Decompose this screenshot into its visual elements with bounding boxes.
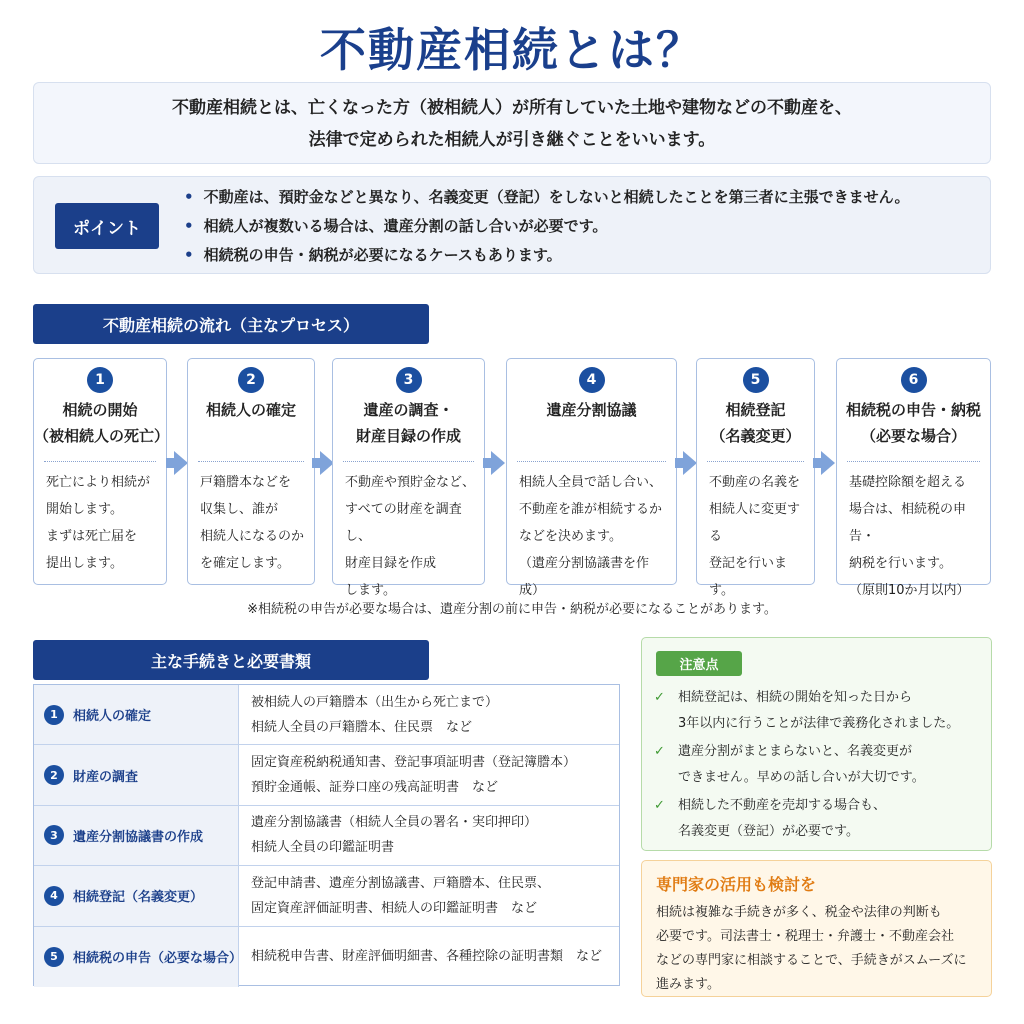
step-description [46, 469, 158, 577]
flow-footnote: ※相続税の申告が必要な場合は、遺産分割の前に申告・納税が必要になることがあります。 [247, 602, 777, 617]
step-divider [343, 461, 474, 462]
step-desc-line: （遺産分割協議書を作成） [519, 556, 650, 598]
caution-item [654, 793, 985, 845]
step-divider [198, 461, 304, 462]
point-box [33, 176, 991, 274]
row-number-badge: 3 [44, 825, 64, 845]
step-desc-line: まずは死亡届を [46, 529, 138, 544]
step-desc-line: 相続人全員で話し合い、 [519, 475, 663, 490]
step-desc-line: 基礎控除額を超える [849, 475, 967, 490]
expert-line: 必要です。司法書士・税理士・弁護士・不動産会社 [656, 929, 954, 944]
step-divider [44, 461, 156, 462]
step-title [188, 397, 314, 423]
caution-box [641, 637, 992, 851]
check-icon: ✓ [654, 744, 665, 759]
step-description [709, 469, 806, 604]
row-number-badge: 5 [44, 947, 64, 967]
arrow-right-icon [683, 451, 697, 475]
step-desc-line: 納税を行います。 [849, 556, 952, 571]
flow-step-6 [836, 358, 991, 598]
step-desc-line: 登記を行います。 [709, 556, 788, 598]
step-desc-line: 収集し、誰が [200, 502, 279, 517]
procedure-name: 相続税の申告（必要な場合） [73, 951, 243, 967]
document-line: 固定資産評価証明書、相続人の印鑑証明書 など [251, 900, 538, 916]
step-desc-line: 場合は、相続税の申告・ [849, 502, 967, 544]
document-line: 相続人全員の戸籍謄本、住民票 など [251, 719, 473, 735]
point-list [184, 183, 910, 270]
procedure-name: 相続登記（名義変更） [73, 890, 204, 906]
step-desc-line: 提出します。 [46, 556, 123, 571]
step-description [519, 469, 668, 604]
row-number-badge: 1 [44, 705, 64, 725]
table-row [34, 866, 619, 926]
step-divider [847, 461, 980, 462]
document-line: 固定資産税納税通知書、登記事項証明書（登記簿謄本） [251, 755, 577, 771]
row-number-badge: 2 [44, 765, 64, 785]
step-desc-line: 相続人に変更する [709, 502, 801, 544]
page-title: 不動産相続とは？ [320, 23, 704, 77]
procedure-name: 相続人の確定 [73, 709, 152, 725]
document-line: 遺産分割協議書（相続人全員の署名・実印押印） [251, 815, 538, 831]
document-line: 被相続人の戸籍謄本（出生から死亡まで） [251, 694, 499, 710]
procedure-name-cell [34, 927, 243, 987]
caution-line: できません。早めの話し合いが大切です。 [678, 770, 925, 785]
step-title [333, 397, 484, 449]
intro-line-1: 不動産相続とは、亡くなった方（被相続人）が所有していた土地や建物などの不動産を、 [172, 98, 852, 118]
step-title-line: （名義変更） [710, 427, 801, 445]
step-title-line: （被相続人の死亡） [34, 427, 170, 445]
procedure-name-cell [34, 866, 239, 925]
procedure-name: 財産の調査 [73, 769, 139, 785]
step-title-line: 相続人の確定 [205, 401, 296, 419]
procedure-name-cell [34, 685, 239, 744]
point-item: • 相続人が複数いる場合は、遺産分割の話し合いが必要です。 [184, 212, 910, 241]
table-row [34, 927, 619, 987]
required-documents-cell [239, 806, 619, 865]
required-documents-cell [239, 685, 619, 744]
arrow-right-icon [821, 451, 835, 475]
caution-line: 遺産分割がまとまらないと、名義変更が [678, 744, 913, 759]
caution-line: 相続登記は、相続の開始を知った日から [678, 690, 913, 705]
step-desc-line: などを決めます。 [519, 529, 622, 544]
flow-step-4 [506, 358, 677, 598]
step-divider [517, 461, 666, 462]
step-title [507, 397, 676, 423]
caution-item [654, 685, 985, 737]
step-number-badge: 6 [901, 367, 927, 393]
document-line: 預貯金通帳、証券口座の残高証明書 など [251, 780, 499, 796]
required-documents-cell [239, 745, 619, 804]
step-desc-line: 不動産の名義を [709, 475, 801, 490]
step-desc-line: 不動産や預貯金など、 [345, 475, 476, 490]
point-badge: ポイント [55, 203, 159, 249]
procedure-name-cell [34, 745, 239, 804]
table-row [34, 685, 619, 745]
step-title [837, 397, 990, 449]
procedure-name-cell [34, 806, 239, 865]
step-title-line: 相続税の申告・納税 [845, 401, 981, 419]
step-description [849, 469, 982, 604]
step-desc-line: 開始します。 [46, 502, 123, 517]
step-title-line: 遺産の調査・ [363, 401, 454, 419]
arrow-right-icon [491, 451, 505, 475]
document-line: 相続人全員の印鑑証明書 [251, 840, 395, 856]
step-number-badge: 4 [579, 367, 605, 393]
step-number-badge: 1 [87, 367, 113, 393]
step-desc-line: を確定します。 [200, 556, 290, 571]
step-title-line: 相続登記 [725, 401, 786, 419]
step-desc-line: すべての財産を調査し、 [345, 502, 462, 544]
step-divider [707, 461, 804, 462]
point-item: • 不動産は、預貯金などと異なり、名義変更（登記）をしないと相続したことを第三者に主張できません。 [184, 183, 910, 212]
step-description [200, 469, 306, 577]
step-desc-line: （原則10か月以内） [849, 583, 970, 598]
document-line: 相続税申告書、財産評価明細書、各種控除の証明書類 など [251, 949, 603, 965]
point-item: • 相続税の申告・納税が必要になるケースもあります。 [184, 241, 910, 270]
expert-body [656, 901, 981, 997]
check-icon: ✓ [654, 798, 665, 813]
flow-step-2 [187, 358, 315, 585]
expert-line: 相続は複雑な手続きが多く、税金や法律の判断も [656, 905, 942, 920]
document-line: 登記申請書、遺産分割協議書、戸籍謄本、住民票、 [251, 875, 551, 891]
step-title-line: 遺産分割協議 [546, 401, 637, 419]
intro-box [33, 82, 991, 164]
step-title [697, 397, 814, 449]
row-number-badge: 4 [44, 886, 64, 906]
step-desc-line: 財産目録を作成 [345, 556, 437, 571]
step-title-line: （必要な場合） [860, 427, 966, 445]
table-row [34, 806, 619, 866]
step-title-line: 財産目録の作成 [355, 427, 461, 445]
caution-line: 相続した不動産を売却する場合も、 [678, 798, 887, 813]
caution-badge: 注意点 [656, 651, 742, 676]
caution-line: 3年以内に行うことが法律で義務化されました。 [678, 716, 960, 731]
documents-section-header: 主な手続きと必要書類 [33, 640, 429, 680]
procedure-name: 遺産分割協議書の作成 [73, 829, 204, 845]
flow-step-3 [332, 358, 485, 598]
flow-section-header: 不動産相続の流れ（主なプロセス） [33, 304, 429, 344]
check-icon: ✓ [654, 690, 665, 705]
step-number-badge: 2 [238, 367, 264, 393]
step-description [345, 469, 476, 604]
caution-item [654, 739, 985, 791]
step-desc-line: 不動産を誰が相続するか [519, 502, 663, 517]
caution-line: 名義変更（登記）が必要です。 [678, 824, 859, 839]
step-desc-line: 戸籍謄本などを [200, 475, 292, 490]
caution-list [654, 685, 985, 847]
flow-step-1 [33, 358, 170, 585]
flow-step-5 [696, 358, 815, 598]
step-desc-line: します。 [345, 583, 396, 598]
expert-line: 進みます。 [656, 977, 720, 992]
step-number-badge: 5 [743, 367, 769, 393]
step-title-line: 相続の開始 [62, 401, 138, 419]
step-number-badge: 3 [396, 367, 422, 393]
arrow-right-icon [174, 451, 188, 475]
step-desc-line: 相続人になるのか [200, 529, 305, 544]
expert-title: 専門家の活用も検討を [656, 875, 817, 894]
step-title [34, 397, 170, 449]
expert-line: などの専門家に相談することで、手続きがスムーズに [656, 953, 967, 968]
required-documents-cell [239, 866, 619, 925]
table-row [34, 745, 619, 805]
documents-table [33, 684, 620, 986]
step-desc-line: 死亡により相続が [46, 475, 151, 490]
intro-line-2: 法律で定められた相続人が引き継ぐことをいいます。 [308, 130, 716, 150]
expert-box [641, 860, 992, 997]
required-documents-cell [239, 927, 619, 987]
